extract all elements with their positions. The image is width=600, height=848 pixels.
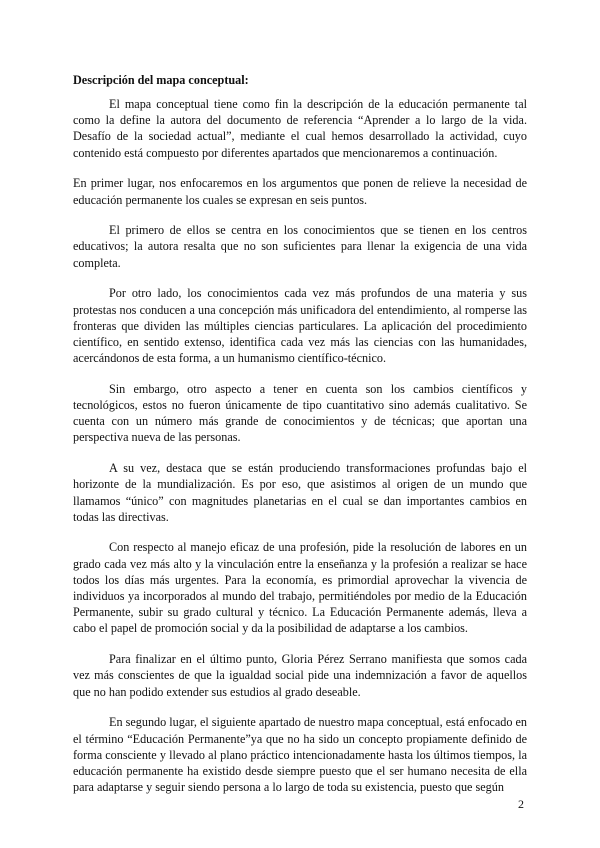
paragraph-point-4: A su vez, destaca que se están produciendo transformaciones profundas bajo el horizonte de la mundialización. Es por eso, que asistimos al origen de un mundo que llamamos “único” con magnitudes planetarias en el cual se dan importantes cambios en todas las directivas.: [73, 461, 527, 524]
paragraph-intro: El mapa conceptual tiene como fin la descripción de la educación permanente tal como la define la autora del documento de referencia “Aprender a lo largo de la vida. Desafío de la sociedad actual”, mediante el cual hemos desarrollado la actividad, cuyo contenido está compuesto por diferentes apartados que mencionaremos a continuación.: [73, 97, 527, 160]
paragraph-point-1: El primero de ellos se centra en los conocimientos que se tienen en los centros educativos; la autora resalta que no son suficientes para llenar la exigencia de una vida completa.: [73, 223, 527, 270]
paragraph-second-place: En segundo lugar, el siguiente apartado de nuestro mapa conceptual, está enfocado en el término “Educación Permanente”ya que no ha sido un concepto propiamente definido de forma consciente y llevado al plano práctico intencionadamente hasta los últimos tiempos, la educación permanente ha existido desde siempre puesto que el ser humano necesita de ella para adaptarse y seguir siendo persona a lo largo de toda su existencia, puesto que según: [73, 715, 527, 795]
document-body: [73, 72, 527, 810]
paragraph-point-3: Sin embargo, otro aspecto a tener en cuenta son los cambios científicos y tecnológicos, estos no fueron únicamente de tipo cuantitativo sino además cualitativo. Se cuenta con un número más grande de conocimientos y de técnicas; que aportan una perspectiva nueva de las personas.: [73, 381, 527, 445]
page-number: 2: [518, 797, 524, 811]
paragraph-point-5: Con respecto al manejo eficaz de una profesión, pide la resolución de labores en un grado cada vez más alto y la vinculación entre la enseñanza y la profesión a realizar se hace todos los días más urgentes. Para la economía, es primordial aprovechar la vivencia de individuos ya incorporados al mundo del trabajo, permitiéndoles por medio de la Educación Permanente, subir su grado cultural y técnico. La Educación Permanente además, lleva a cabo el papel de promoción social y da la posibilidad de adaptarse a los cambios.: [73, 540, 527, 636]
paragraph-point-2: Por otro lado, los conocimientos cada vez más profundos de una materia y sus protestas nos conducen a una concepción más unificadora del entendimiento, al romperse las fronteras que dividen las múltiples ciencias particulares. La aplicación del procedimiento científico, en sentido extenso, identifica cada vez más las ciencias con las humanidades, acercándonos de esta forma, a un humanismo científico-técnico.: [73, 286, 527, 366]
paragraph-point-6: Para finalizar en el último punto, Gloria Pérez Serrano manifiesta que somos cada vez más conscientes de que la igualdad social pide una indemnización a favor de aquellos que no han podido extender sus estudios al grado deseable.: [73, 652, 527, 699]
paragraph-first-place: En primer lugar, nos enfocaremos en los argumentos que ponen de relieve la necesidad de educación permanente los cuales se expresan en seis puntos.: [73, 176, 527, 207]
section-heading: Descripción del mapa conceptual:: [73, 73, 249, 87]
